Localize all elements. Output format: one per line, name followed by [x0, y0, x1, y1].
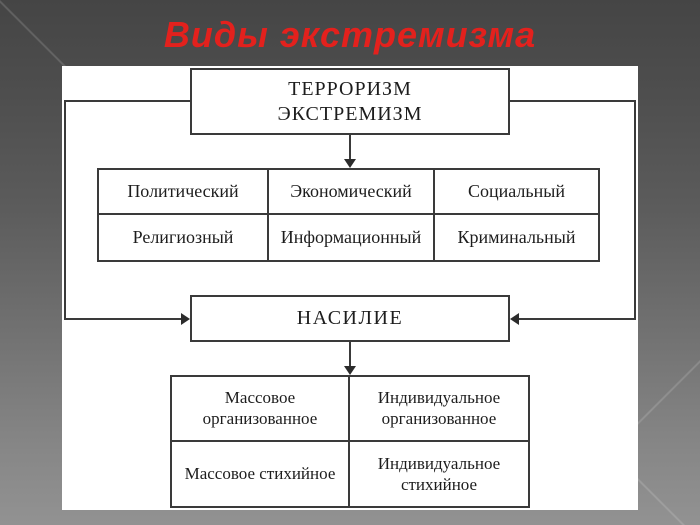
type-cell-criminal: Криминальный	[457, 227, 576, 248]
type-cell-informational: Информационный	[269, 215, 435, 260]
arrowhead-down-icon	[344, 366, 356, 375]
connector-vertical-right	[634, 100, 636, 320]
root-box-terrorism-extremism	[190, 68, 510, 135]
root-box-line1: ТЕРРОРИЗМ	[288, 77, 412, 100]
diagram-canvas	[62, 66, 638, 510]
arrowhead-right-icon	[181, 313, 190, 325]
arrowhead-left-icon	[510, 313, 519, 325]
type-cell-religious: Религиозный	[99, 215, 269, 260]
violence-cell-individual-spontaneous: Индивидуальное стихийное	[377, 453, 501, 494]
violence-cell-individual-organized: Индивидуальное организованное	[350, 377, 528, 442]
violence-forms-grid	[170, 375, 530, 508]
arrow-into-violence-left	[64, 318, 182, 320]
background-diagonal-bottomright-up	[628, 298, 700, 434]
arrowhead-down-icon	[344, 159, 356, 168]
arrow-root-to-types	[349, 135, 351, 161]
connector-vertical-left	[64, 100, 66, 320]
connector-horizontal-right	[510, 100, 636, 102]
extremism-types-grid	[97, 168, 600, 262]
type-cell-economic: Экономический	[269, 170, 435, 215]
slide-title: Виды экстремизма	[163, 14, 537, 55]
root-box-line2: ЭКСТРЕМИЗМ	[277, 102, 423, 125]
arrow-violence-to-grid	[349, 342, 351, 368]
type-cell-social: Социальный	[435, 170, 598, 215]
violence-cell-mass-organized: Массовое организованное	[172, 377, 350, 442]
violence-cell-mass-spontaneous: Массовое стихийное	[172, 442, 350, 507]
connector-horizontal-left	[64, 100, 190, 102]
violence-box: НАСИЛИЕ	[190, 295, 510, 342]
type-cell-political: Политический	[99, 170, 269, 215]
arrow-into-violence-right	[518, 318, 636, 320]
